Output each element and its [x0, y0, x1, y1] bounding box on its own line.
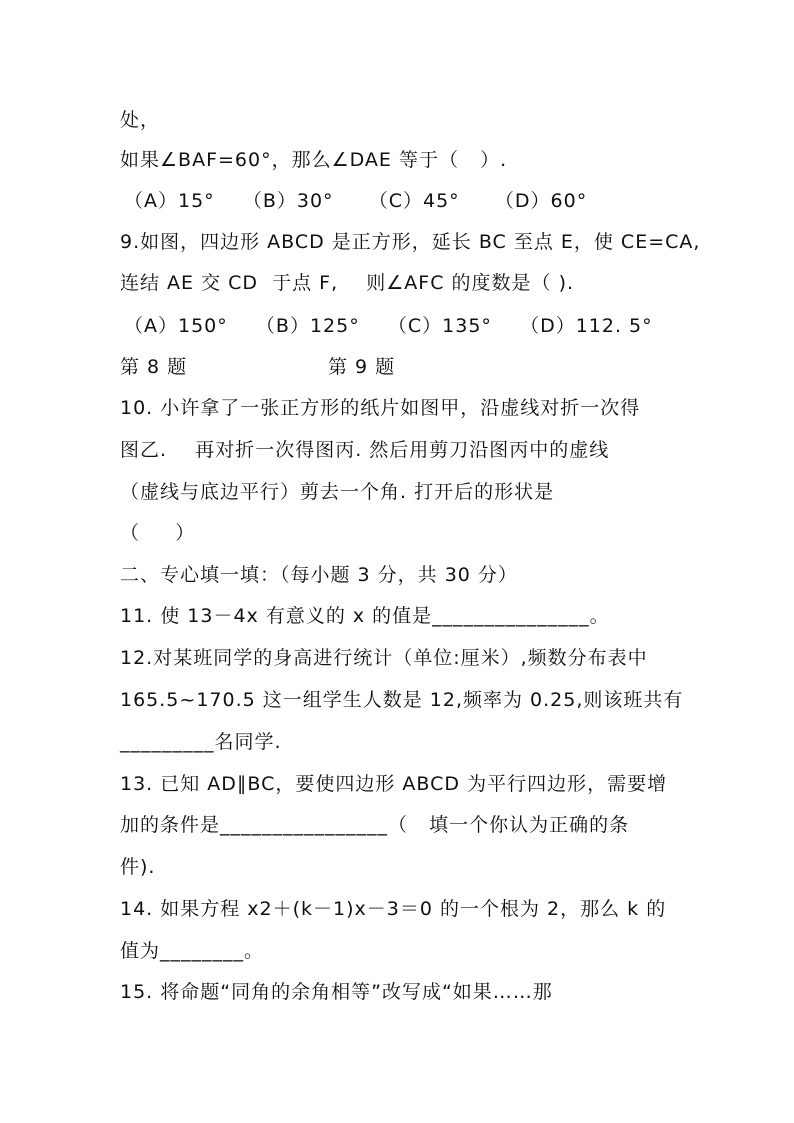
question-12-line-1: 12.对某班同学的身高进行统计（单位:厘米）,频数分布表中 [120, 647, 648, 669]
figure-captions: 第 8 题 第 9 题 [120, 356, 396, 378]
section-2-heading: 二、专心填一填：（每小题 3 分，共 30 分） [120, 564, 518, 586]
question-14-line-1: 14. 如果方程 x2＋(k－1)x－3＝0 的一个根为 2，那么 k 的 [120, 898, 667, 920]
question-15-line-1: 15. 将命题“同角的余角相等”改写成“如果……那 [120, 981, 553, 1003]
question-12-line-3: _________名同学. [120, 731, 282, 753]
question-12-line-2: 165.5~170.5 这一组学生人数是 12,频率为 0.25,则该班共有 [120, 689, 684, 711]
question-13-line-1: 13. 已知 AD∥BC，要使四边形 ABCD 为平行四边形，需要增 [120, 773, 668, 795]
question-13-line-3: 件). [120, 856, 156, 878]
question-10-line-1: 10. 小许拿了一张正方形的纸片如图甲，沿虚线对折一次得 [120, 397, 641, 419]
question-9-options: （A）150° （B）125° （C）135° （D）112. 5° [124, 315, 653, 337]
question-9-stem-line-2: 连结 AE 交 CD 于点 F, 则∠AFC 的度数是（ ). [120, 272, 575, 294]
text-line-continuation: 处， [120, 109, 161, 131]
question-9-stem-line-1: 9.如图，四边形 ABCD 是正方形，延长 BC 至点 E，使 CE=CA, [120, 231, 701, 253]
question-8-options: （A）15° （B）30° （C）45° （D）60° [124, 190, 588, 212]
question-11: 11. 使 13－4x 有意义的 x 的值是_______________。 [120, 605, 610, 627]
question-10-line-2: 图乙. 再对折一次得图丙. 然后用剪刀沿图丙中的虚线 [120, 439, 610, 461]
question-13-line-2: 加的条件是________________（ 填一个你认为正确的条 [120, 814, 630, 836]
question-14-line-2: 值为________。 [120, 940, 265, 962]
question-8-stem: 如果∠BAF=60°，那么∠DAE 等于（ ）. [120, 149, 508, 171]
question-10-line-3: （虚线与底边平行）剪去一个角. 打开后的形状是 [120, 481, 555, 503]
question-10-answer-blank: （ ） [120, 522, 196, 544]
